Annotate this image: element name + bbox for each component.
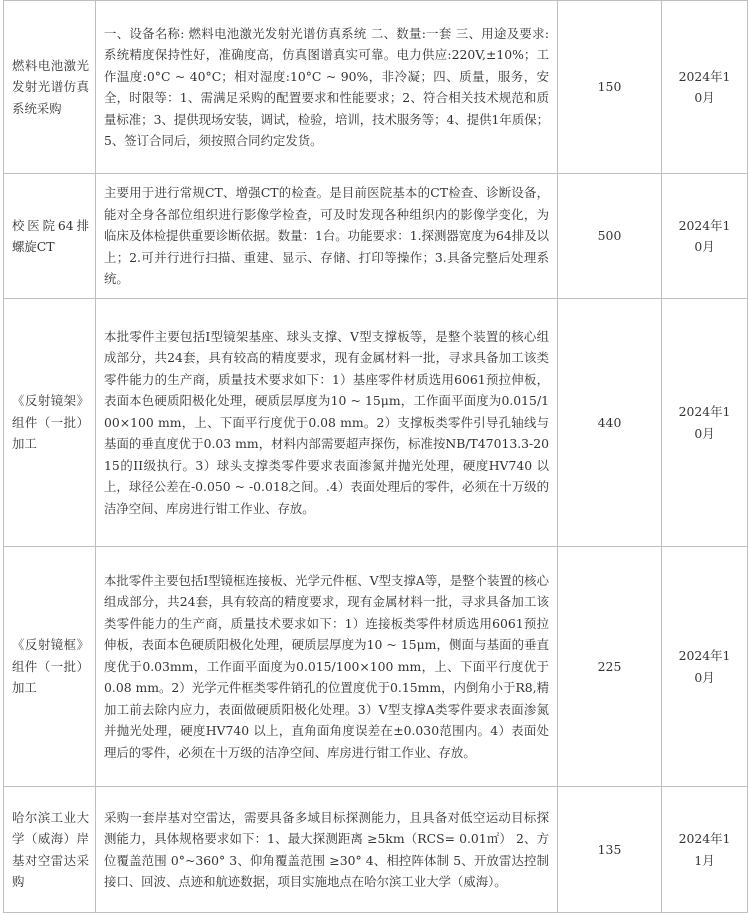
project-name: 哈尔滨工业大学（威海）岸基对空雷达采购 xyxy=(4,787,96,913)
project-description: 一、设备名称: 燃料电池激光发射光谱仿真系统 二、数量:一套 三、用途及要求:系统精度保持性好，准确度高，仿真图谱真实可靠。电力供应:220V,±10%；工作温度:0°C ~ 40°C；相对湿度:10°C ~ 90%，非冷凝；四、质量，服务，安全，时限等：1、需满足采购的配置要求和性能要求；2、符合相关技术规范和质量标准；3、提供现场安装，调试，检验，培训，技术服务等；4、提供1年质保；5、签订合同后，须按照合同约定发货。 xyxy=(96,1,558,174)
project-name: 燃料电池激光发射光谱仿真系统采购 xyxy=(4,1,96,174)
procurement-table xyxy=(3,0,748,913)
table-row xyxy=(4,787,748,913)
procurement-date: 2024年10月 xyxy=(662,1,748,174)
project-description: 主要用于进行常规CT、增强CT的检查。是目前医院基本的CT检查、诊断设备，能对全身各部位组织进行影像学检查，可及时发现各种组织内的影像学变化，为临床及体检提供重要诊断依据。数量：1台。功能要求：1.探测器宽度为64排及以上；2.可并行进行扫描、重建、显示、存储、打印等操作；3.具备完整后处理系统。 xyxy=(96,174,558,299)
project-name: 《反射镜框》组件（一批）加工 xyxy=(4,547,96,787)
procurement-date: 2024年10月 xyxy=(662,174,748,299)
table-row xyxy=(4,299,748,547)
project-description: 本批零件主要包括I型镜架基座、球头支撑、V型支撑板等，是整个装置的核心组成部分，共24套，具有较高的精度要求，现有金属材料一批，寻求具备加工该类零件能力的生产商，质量技术要求如下：1）基座零件材质选用6061预拉伸板，表面本色硬质阳极化处理，硬质层厚度为10 ~ 15μm，工作面平面度为0.015/100×100 mm，上、下面平行度优于0.08 mm。2）支撑板类零件引导孔轴线与基面的垂直度优于0.03 mm，材料内部需要超声探伤，标准按NB/T47013.3-2015的II级执行。3）球头支撑类零件要求表面渗氮并抛光处理，硬度HV740 以上，球径公差在-0.050 ~ -0.018之间。.4）表面处理后的零件，必须在十万级的洁净空间、库房进行钳工作业、存放。 xyxy=(96,299,558,547)
budget-amount: 500 xyxy=(558,174,662,299)
budget-amount: 225 xyxy=(558,547,662,787)
project-description: 采购一套岸基对空雷达，需要具备多域目标探测能力，且具备对低空运动目标探测能力，具体规格要求如下：1、最大探测距离 ≥5km（RCS= 0.01㎡） 2、方位覆盖范围 0°~360° 3、仰角覆盖范围 ≥30° 4、相控阵体制 5、开放雷达控制接口、回波、点迹和航迹数据，项目实施地点在哈尔滨工业大学（威海）。 xyxy=(96,787,558,913)
procurement-date: 2024年10月 xyxy=(662,299,748,547)
project-description: 本批零件主要包括I型镜框连接板、光学元件框、V型支撑A等，是整个装置的核心组成部分，共24套，具有较高的精度要求，现有金属材料一批，寻求具备加工该类零件能力的生产商，质量技术要求如下：1）连接板类零件材质选用6061预拉伸板，表面本色硬质阳极化处理，硬质层厚度为10 ~ 15μm，侧面与基面的垂直度优于0.03mm，工作面平面度为0.015/100×100 mm，上、下面平行度优于0.08 mm。2）光学元件框类零件销孔的位置度优于0.15mm，内倒角小于R8,精加工前去除内应力，表面做硬质阳极化处理。3）V型支撑A类零件要求表面渗氮并抛光处理，硬度HV740 以上，直角面角度误差在±0.030范围内。4）表面处理后的零件，必须在十万级的洁净空间、库房进行钳工作业、存放。 xyxy=(96,547,558,787)
budget-amount: 150 xyxy=(558,1,662,174)
project-name: 校医院64排螺旋CT xyxy=(4,174,96,299)
project-name: 《反射镜架》组件（一批）加工 xyxy=(4,299,96,547)
table-row xyxy=(4,174,748,299)
procurement-date: 2024年11月 xyxy=(662,787,748,913)
budget-amount: 440 xyxy=(558,299,662,547)
table-row xyxy=(4,547,748,787)
table-row xyxy=(4,1,748,174)
budget-amount: 135 xyxy=(558,787,662,913)
procurement-date: 2024年10月 xyxy=(662,547,748,787)
